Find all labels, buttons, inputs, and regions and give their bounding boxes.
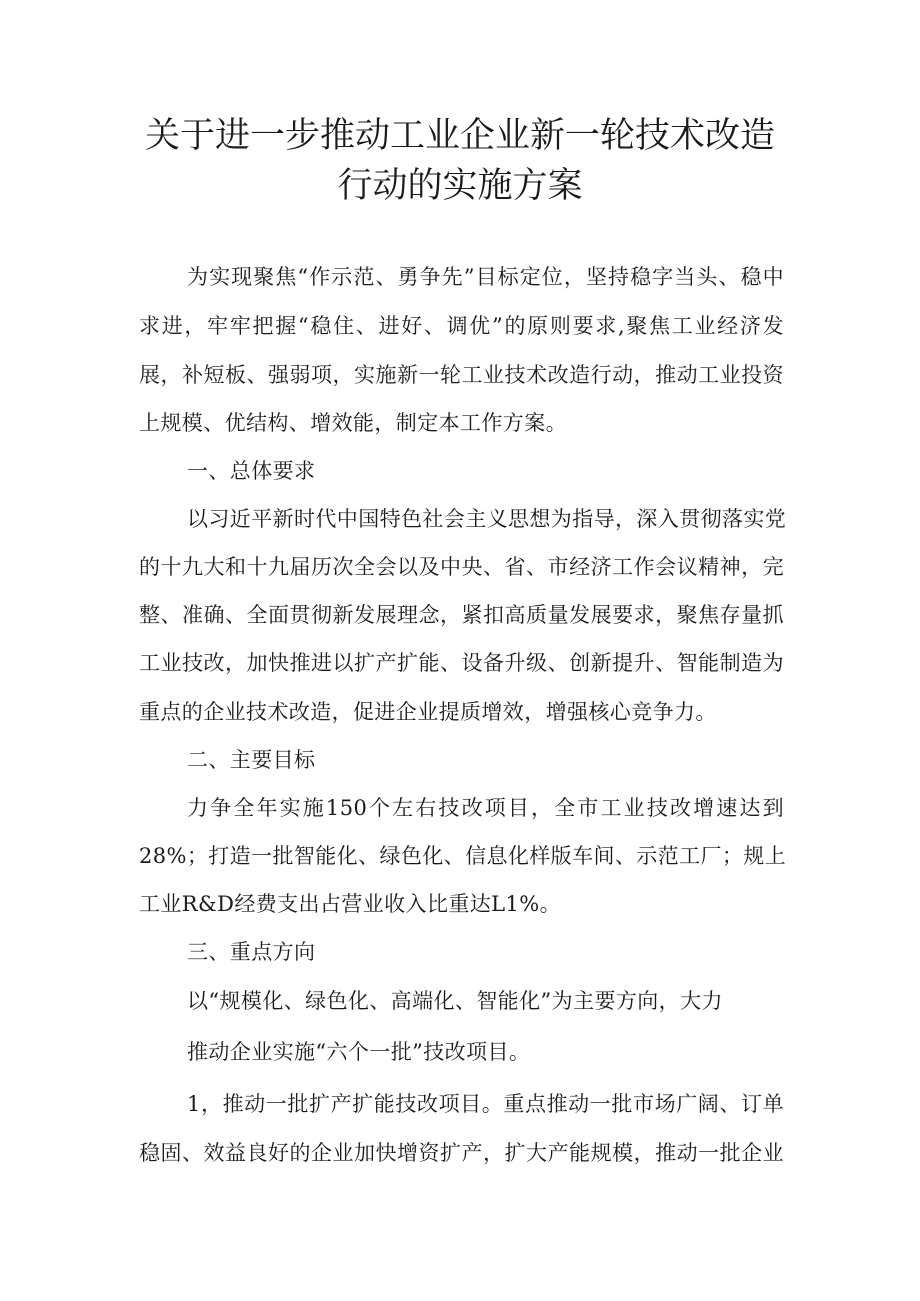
section-2-line-2: 28%；打造一批智能化、绿色化、信息化样版车间、示范工厂；规上 (139, 844, 787, 868)
section-3-item-1-line-2: 稳固、效益良好的企业加快增资扩产，扩大产能规模，推动一批企业 (139, 1141, 784, 1165)
document-title-line-1: 关于进一步推动工业企业新一轮技术改造 (144, 116, 775, 156)
section-2-line-1: 力争全年实施150个左右技改项目，全市工业技改增速达到 (187, 796, 784, 820)
section-1-line-4: 工业技改，加快推进以扩产扩能、设备升级、创新提升、智能制造为 (139, 651, 784, 675)
section-1-heading: 一、总体要求 (187, 459, 316, 483)
section-3-line-2: 推动企业实施“六个一批”技改项目。 (187, 1040, 531, 1064)
section-2-heading: 二、主要目标 (187, 748, 316, 772)
section-3-heading: 三、重点方向 (187, 940, 316, 964)
intro-line-4: 上规模、优结构、增效能，制定本工作方案。 (139, 411, 567, 435)
section-1-line-3: 整、准确、全面贯彻新发展理念，紧扣高质量发展要求，聚焦存量抓 (139, 603, 784, 627)
intro-line-3: 展，补短板、强弱项，实施新一轮工业技术改造行动，推动工业投资 (139, 363, 784, 387)
section-2-line-3: 工业R&D经费支出占营业收入比重达L1%。 (139, 892, 562, 916)
section-3-line-1: 以“规模化、绿色化、高端化、智能化”为主要方向，大力 (187, 989, 723, 1013)
section-1-line-5: 重点的企业技术改造，促进企业提质增效，增强核心竞争力。 (139, 700, 717, 724)
document-title-line-2: 行动的实施方案 (337, 166, 583, 206)
section-1-line-2: 的十九大和十九届历次全会以及中央、省、市经济工作会议精神，完 (139, 555, 784, 579)
section-3-item-1-line-1: 1，推动一批扩产扩能技改项目。重点推动一批市场广阔、订单 (187, 1092, 784, 1116)
intro-line-1: 为实现聚焦“作示范、勇争先”目标定位，坚持稳字当头、稳中 (187, 265, 784, 289)
section-1-line-1: 以习近平新时代中国特色社会主义思想为指导，深入贯彻落实党 (187, 507, 787, 531)
intro-line-2: 求进，牢牢把握“稳住、进好、调优”的原则要求,聚焦工业经济发 (139, 314, 784, 338)
